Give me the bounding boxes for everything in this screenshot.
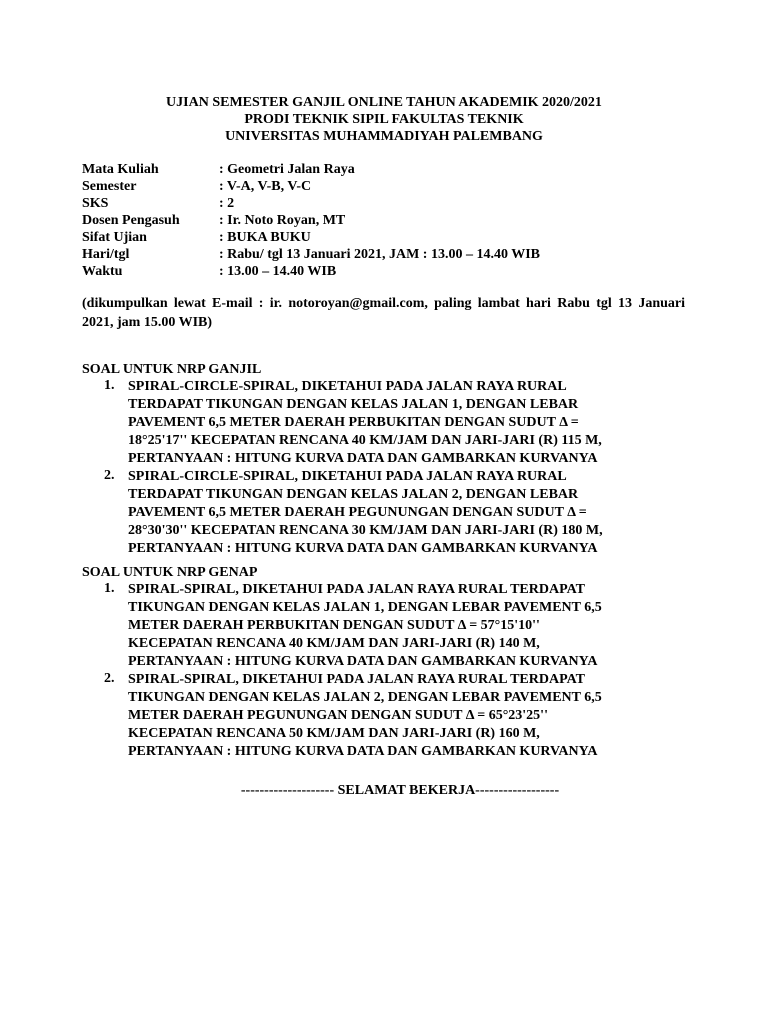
info-row-exam-type (82, 229, 682, 246)
info-label: Hari/tgl (82, 247, 130, 262)
question-line: PERTANYAAN : HITUNG KURVA DATA DAN GAMBARKAN KURVANYA (128, 451, 598, 466)
question-item (82, 671, 682, 761)
question-list-genap (82, 581, 682, 761)
question-number: 2. (104, 671, 115, 686)
question-item (82, 581, 682, 671)
info-label: Sifat Ujian (82, 230, 147, 245)
info-value: : Geometri Jalan Raya (219, 162, 355, 177)
question-line: SPIRAL-CIRCLE-SPIRAL, DIKETAHUI PADA JALAN RAYA RURAL (128, 379, 567, 394)
question-line: METER DAERAH PEGUNUNGAN DENGAN SUDUT Δ = 65°23'25'' (128, 708, 548, 723)
header-university-line: UNIVERSITAS MUHAMMADIYAH PALEMBANG (225, 129, 543, 144)
info-value: : 2 (219, 196, 235, 211)
question-line: SPIRAL-SPIRAL, DIKETAHUI PADA JALAN RAYA RURAL TERDAPAT (128, 672, 586, 687)
submission-note (82, 294, 685, 332)
header-title-line: UJIAN SEMESTER GANJIL ONLINE TAHUN AKADEMIK 2020/2021 (166, 95, 602, 110)
question-line: TIKUNGAN DENGAN KELAS JALAN 2, DENGAN LEBAR PAVEMENT 6,5 (128, 690, 602, 705)
section-title-ganjil: SOAL UNTUK NRP GANJIL (82, 362, 262, 377)
info-label: Dosen Pengasuh (82, 213, 180, 228)
question-line: TERDAPAT TIKUNGAN DENGAN KELAS JALAN 1, DENGAN LEBAR (128, 397, 579, 412)
info-row-course (82, 161, 682, 178)
question-line: PAVEMENT 6,5 METER DAERAH PEGUNUNGAN DENGAN SUDUT Δ = (128, 505, 587, 520)
question-item (82, 468, 682, 558)
question-line: KECEPATAN RENCANA 50 KM/JAM DAN JARI-JARI (R) 160 M, (128, 726, 540, 741)
question-line: SPIRAL-CIRCLE-SPIRAL, DIKETAHUI PADA JALAN RAYA RURAL (128, 469, 567, 484)
info-row-time (82, 263, 682, 280)
info-label: Mata Kuliah (82, 162, 159, 177)
info-value: : V-A, V-B, V-C (219, 179, 312, 194)
submission-note-text: (dikumpulkan lewat E-mail : ir. notoroyan@gmail.com, paling lambat hari Rabu tgl 13 Januari 2021, jam 15.00 WIB) (82, 296, 685, 330)
info-value: : BUKA BUKU (219, 230, 311, 245)
question-number: 1. (104, 581, 115, 596)
info-row-lecturer (82, 212, 682, 229)
info-label: Semester (82, 179, 137, 194)
exam-header (0, 94, 768, 145)
info-value: : Ir. Noto Royan, MT (219, 213, 346, 228)
question-list-ganjil (82, 378, 682, 558)
question-line: 18°25'17'' KECEPATAN RENCANA 40 KM/JAM DAN JARI-JARI (R) 115 M, (128, 433, 602, 448)
course-info (82, 161, 682, 280)
info-label: SKS (82, 196, 109, 211)
question-line: PAVEMENT 6,5 METER DAERAH PERBUKITAN DENGAN SUDUT Δ = (128, 415, 579, 430)
info-row-sks (82, 195, 682, 212)
question-line: TERDAPAT TIKUNGAN DENGAN KELAS JALAN 2, DENGAN LEBAR (128, 487, 579, 502)
question-line: KECEPATAN RENCANA 40 KM/JAM DAN JARI-JARI (R) 140 M, (128, 636, 540, 651)
info-label: Waktu (82, 264, 123, 279)
question-line: 28°30'30'' KECEPATAN RENCANA 30 KM/JAM DAN JARI-JARI (R) 180 M, (128, 523, 603, 538)
info-row-semester (82, 178, 682, 195)
info-row-date (82, 246, 682, 263)
question-line: METER DAERAH PERBUKITAN DENGAN SUDUT Δ = 57°15'10'' (128, 618, 540, 633)
question-line: PERTANYAAN : HITUNG KURVA DATA DAN GAMBARKAN KURVANYA (128, 744, 598, 759)
section-title-genap: SOAL UNTUK NRP GENAP (82, 565, 258, 580)
closing-text: -------------------- SELAMAT BEKERJA------------------ (240, 783, 560, 798)
question-line: TIKUNGAN DENGAN KELAS JALAN 1, DENGAN LEBAR PAVEMENT 6,5 (128, 600, 602, 615)
question-item (82, 378, 682, 468)
question-line: PERTANYAAN : HITUNG KURVA DATA DAN GAMBARKAN KURVANYA (128, 654, 598, 669)
question-line: PERTANYAAN : HITUNG KURVA DATA DAN GAMBARKAN KURVANYA (128, 541, 598, 556)
question-number: 2. (104, 468, 115, 483)
header-program-line: PRODI TEKNIK SIPIL FAKULTAS TEKNIK (244, 112, 524, 127)
info-value: : 13.00 – 14.40 WIB (219, 264, 337, 279)
question-line: SPIRAL-SPIRAL, DIKETAHUI PADA JALAN RAYA RURAL TERDAPAT (128, 582, 586, 597)
info-value: : Rabu/ tgl 13 Januari 2021, JAM : 13.00 – 14.40 WIB (219, 247, 540, 262)
question-number: 1. (104, 378, 115, 393)
